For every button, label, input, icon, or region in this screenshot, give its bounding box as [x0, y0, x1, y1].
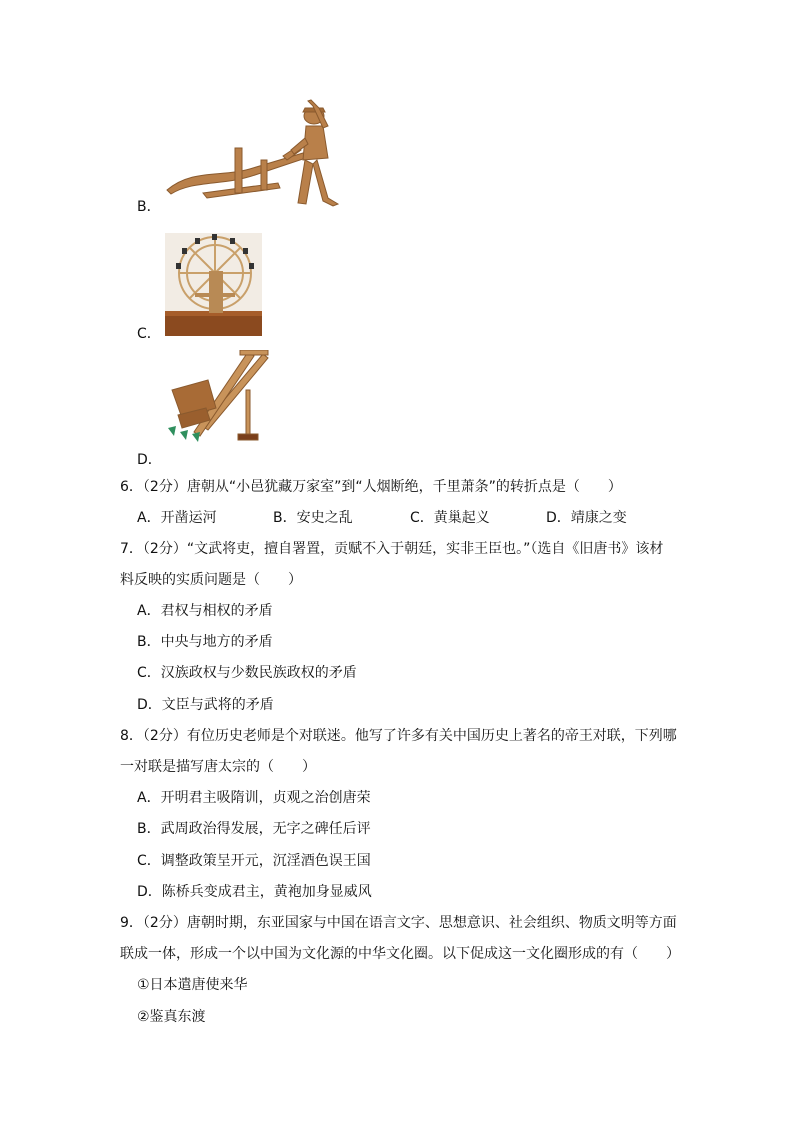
option-b-label: B． [137, 199, 161, 215]
plough-image [163, 98, 345, 210]
q6-option-a: A．开凿运河 [137, 510, 217, 526]
q7-stem-line2: 料反映的实质问题是（ ） [120, 572, 302, 588]
q9-item-1: ①日本遣唐使来华 [137, 977, 248, 993]
q8-option-b: B．武周政治得发展，无字之碑任后评 [137, 821, 371, 837]
q9-stem-line2: 联成一体，形成一个以中国为文化源的中华文化圈。以下促成这一文化圈形成的有（ ） [120, 946, 680, 962]
q8-option-d: D．陈桥兵变成君主，黄袍加身显威风 [137, 884, 372, 900]
q9-stem-line1: 9．（2分）唐朝时期，东亚国家与中国在语言文字、思想意识、社会组织、物质文明等方面 [120, 915, 677, 931]
option-d-label: D． [137, 452, 162, 468]
q7-option-b: B．中央与地方的矛盾 [137, 634, 273, 650]
q7-option-d: D．文臣与武将的矛盾 [137, 697, 274, 713]
q7-option-c: C．汉族政权与少数民族政权的矛盾 [137, 665, 357, 681]
q6-stem: 6．（2分）唐朝从“小邑犹藏万家室”到“人烟断绝，千里萧条”的转折点是（ ） [120, 479, 622, 495]
q6-option-d: D．靖康之变 [546, 510, 627, 526]
q8-option-a: A．开明君主吸隋训，贞观之治创唐荣 [137, 790, 371, 806]
q7-option-a: A．君权与相权的矛盾 [137, 603, 273, 619]
option-c-label: C． [137, 326, 161, 342]
q7-stem-line1: 7．（2分）“文武将吏，擅自署置，贡赋不入于朝廷，实非王臣也。”（选自《旧唐书》该材 [120, 541, 664, 557]
waterwheel-image [165, 233, 262, 336]
q8-stem-line1: 8．（2分）有位历史老师是个对联迷。他写了许多有关中国历史上著名的帝王对联，下列哪 [120, 728, 677, 744]
q8-stem-line2: 一对联是描写唐太宗的（ ） [120, 759, 316, 775]
q9-item-2: ②鉴真东渡 [137, 1009, 206, 1025]
q6-option-b: B．安史之乱 [273, 510, 353, 526]
q8-option-c: C．调整政策呈开元，沉淫酒色误王国 [137, 853, 371, 869]
curved-plough-image [158, 350, 270, 447]
q6-option-c: C．黄巢起义 [410, 510, 490, 526]
